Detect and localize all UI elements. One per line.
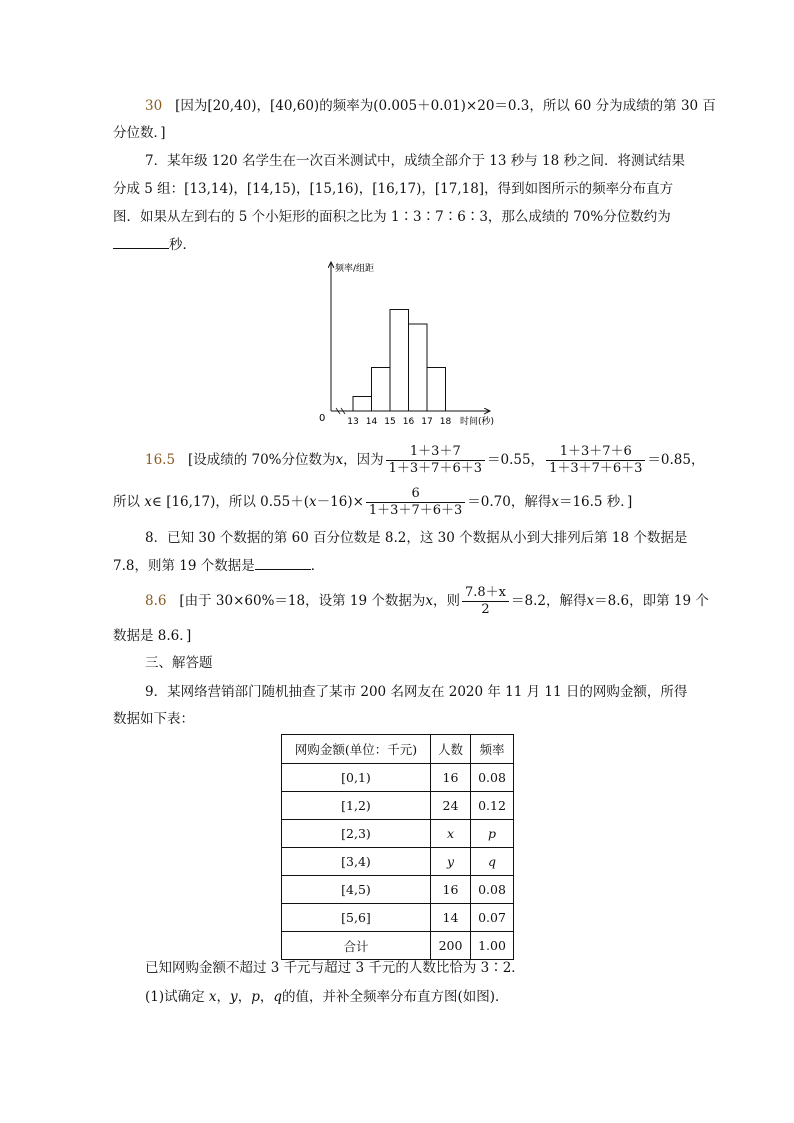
- table-row: [282, 904, 514, 932]
- table-cell: 0.07: [471, 904, 514, 932]
- fraction-1: [386, 444, 485, 477]
- fraction-2: [546, 444, 645, 477]
- question-7-line-4: [113, 235, 196, 254]
- origin-label: 0: [319, 413, 326, 424]
- table-row: [282, 876, 514, 904]
- answer-6-line-1: [145, 97, 716, 115]
- question-8-end: ．: [310, 558, 325, 574]
- x-tick-label: 18: [439, 417, 452, 427]
- table-cell: 1.00: [471, 932, 514, 960]
- var-x: x: [309, 494, 317, 510]
- table-row: [282, 848, 514, 876]
- separator: ，: [216, 989, 231, 1005]
- question-7-line-3: 图．如果从左到右的 5 个小矩形的面积之比为 1∶3∶7∶6∶3，那么成绩的 70%分位数约为: [113, 209, 671, 225]
- answer-7-text-b: ，因为: [343, 452, 384, 468]
- answer-7-value: 16.5: [145, 452, 176, 468]
- question-9-part-1: [145, 988, 509, 1006]
- var-x: x: [551, 494, 559, 510]
- answer-7-l2-d: ＝0.70，解得: [467, 494, 552, 510]
- x-tick-label: 16: [402, 417, 415, 427]
- answer-7-line-2: [113, 485, 632, 519]
- question-7-line-1: 7．某年级 120 名学生在一次百米测试中，成绩全部介于 13 秒与 18 秒之间．将测试结果: [145, 153, 685, 169]
- fraction-4: [462, 585, 509, 618]
- answer-7-l2-e: ＝16.5 秒．]: [558, 494, 633, 510]
- data-table: [281, 734, 514, 960]
- question-8-line-1: 8．已知 30 个数据的第 60 百分位数是 8.2，这 30 个数据从小到大排列后第 18 个数据是: [145, 530, 688, 546]
- question-8-line-2: [113, 556, 324, 575]
- question-8-text: 7.8，则第 19 个数据是: [113, 558, 255, 574]
- answer-blank: [255, 556, 311, 570]
- table-cell: 0.12: [471, 792, 514, 820]
- answer-6-line-2: 分位数．]: [113, 125, 166, 141]
- question-7-line-2: 分成 5 组：[13,14)，[14,15)，[15,16)，[16,17)，[17,18]，得到如图所示的频率分布直方: [113, 181, 674, 197]
- var-x: x: [425, 593, 433, 609]
- table-cell: 0.08: [471, 876, 514, 904]
- fraction-2-den: 1＋3＋7＋6＋3: [549, 461, 643, 476]
- separator: ，: [237, 989, 252, 1005]
- var-q: q: [273, 989, 282, 1005]
- answer-7-l2-b: ∈ [16,17)，所以 0.55＋(: [151, 494, 310, 510]
- answer-8-text-b: ，则: [432, 593, 460, 609]
- fraction-4-num: 7.8＋x: [462, 585, 509, 602]
- answer-7-l2-c: －16)×: [316, 494, 364, 510]
- table-cell: [1,2): [282, 792, 431, 820]
- var-x: x: [586, 593, 595, 609]
- table-header-cell: 网购金额(单位：千元): [282, 735, 431, 764]
- x-tick-label: 13: [347, 417, 359, 427]
- table-cell: 16: [431, 764, 471, 792]
- histogram-bar: [409, 324, 428, 411]
- table-row: [282, 932, 514, 960]
- histogram-bar: [427, 368, 446, 412]
- var-x: x: [208, 989, 217, 1005]
- answer-6-value: 30: [145, 98, 163, 114]
- fraction-3: [366, 486, 465, 519]
- table-row: [282, 792, 514, 820]
- table-cell: 16: [431, 876, 471, 904]
- var-y: y: [230, 989, 238, 1005]
- fraction-3-den: 1＋3＋7＋6＋3: [368, 503, 463, 518]
- table-cell: [5,6]: [282, 904, 431, 932]
- table-cell: [3,4): [282, 848, 431, 876]
- answer-8-text-c: ＝8.2，解得: [511, 593, 587, 609]
- table-cell: 合计: [282, 932, 431, 960]
- fraction-4-den: 2: [481, 602, 490, 617]
- table-cell: 0.08: [471, 764, 514, 792]
- table-header-cell: 频率: [471, 735, 514, 764]
- table-cell: q: [471, 848, 514, 876]
- answer-8-line-2: 数据是 8.6．]: [113, 628, 192, 644]
- table-row: [282, 764, 514, 792]
- answer-7-text-c: ＝0.55，: [487, 452, 545, 468]
- answer-6-text: [因为[20,40)，[40,60)的频率为(0.005＋0.01)×20＝0.3，所以 60 分为成绩的第 30 百: [175, 98, 716, 114]
- fraction-1-num: 1＋3＋7: [386, 444, 485, 461]
- question-9-line-2: 数据如下表：: [113, 711, 194, 727]
- answer-8-text-d: ＝8.6，即第 19 个: [594, 593, 709, 609]
- var-x: x: [335, 452, 344, 468]
- histogram-bar: [390, 310, 409, 412]
- table-cell: [2,3): [282, 820, 431, 848]
- table-cell: [4,5): [282, 876, 431, 904]
- table-cell: y: [431, 848, 471, 876]
- question-7-unit: 秒．: [169, 237, 196, 253]
- table-cell: 14: [431, 904, 471, 932]
- x-tick-label: 14: [365, 417, 378, 427]
- separator: ，: [259, 989, 274, 1005]
- table-cell: p: [471, 820, 514, 848]
- answer-8-text-a: [由于 30×60%＝18，设第 19 个数据为: [179, 593, 426, 609]
- part-1-text-b: 的值，并补全频率分布直方图(如图)．: [282, 989, 509, 1005]
- table-cell: [0,1): [282, 764, 431, 792]
- var-p: p: [251, 989, 260, 1005]
- y-axis-label: 频率/组距: [335, 264, 375, 274]
- x-tick-label: 15: [384, 417, 396, 427]
- answer-8-line-1: [145, 584, 709, 618]
- x-axis-label: 时间(秒): [460, 417, 495, 427]
- answer-7-text-a: [设成绩的 70%分位数为: [187, 452, 336, 468]
- answer-8-value: 8.6: [145, 593, 167, 609]
- section-heading: 三、解答题: [145, 655, 213, 671]
- answer-blank: [113, 235, 169, 249]
- part-1-text-a: (1)试确定: [145, 989, 205, 1005]
- question-9-condition: 已知网购金额不超过 3 千元与超过 3 千元的人数比恰为 3∶2．: [145, 960, 525, 976]
- histogram-bar: [372, 368, 391, 412]
- table-row: [282, 820, 514, 848]
- answer-7-l2-a: 所以: [113, 494, 140, 510]
- answer-7-text-d: ＝0.85，: [647, 452, 705, 468]
- fraction-1-den: 1＋3＋7＋6＋3: [388, 461, 482, 476]
- x-tick-label: 17: [421, 417, 433, 427]
- question-9-line-1: 9．某网络营销部门随机抽查了某市 200 名网友在 2020 年 11 月 11 日的网购金额，所得: [145, 684, 688, 700]
- var-x: x: [144, 494, 152, 510]
- histogram-bar: [353, 397, 372, 412]
- fraction-3-num: 6: [366, 486, 465, 503]
- table-cell: 24: [431, 792, 471, 820]
- fraction-2-num: 1＋3＋7＋6: [546, 444, 645, 461]
- table-header-cell: 人数: [431, 735, 471, 764]
- histogram-chart: [310, 258, 510, 430]
- answer-7-line-1: [145, 443, 704, 477]
- table-header-row: [282, 735, 514, 764]
- table-cell: x: [431, 820, 471, 848]
- table-cell: 200: [431, 932, 471, 960]
